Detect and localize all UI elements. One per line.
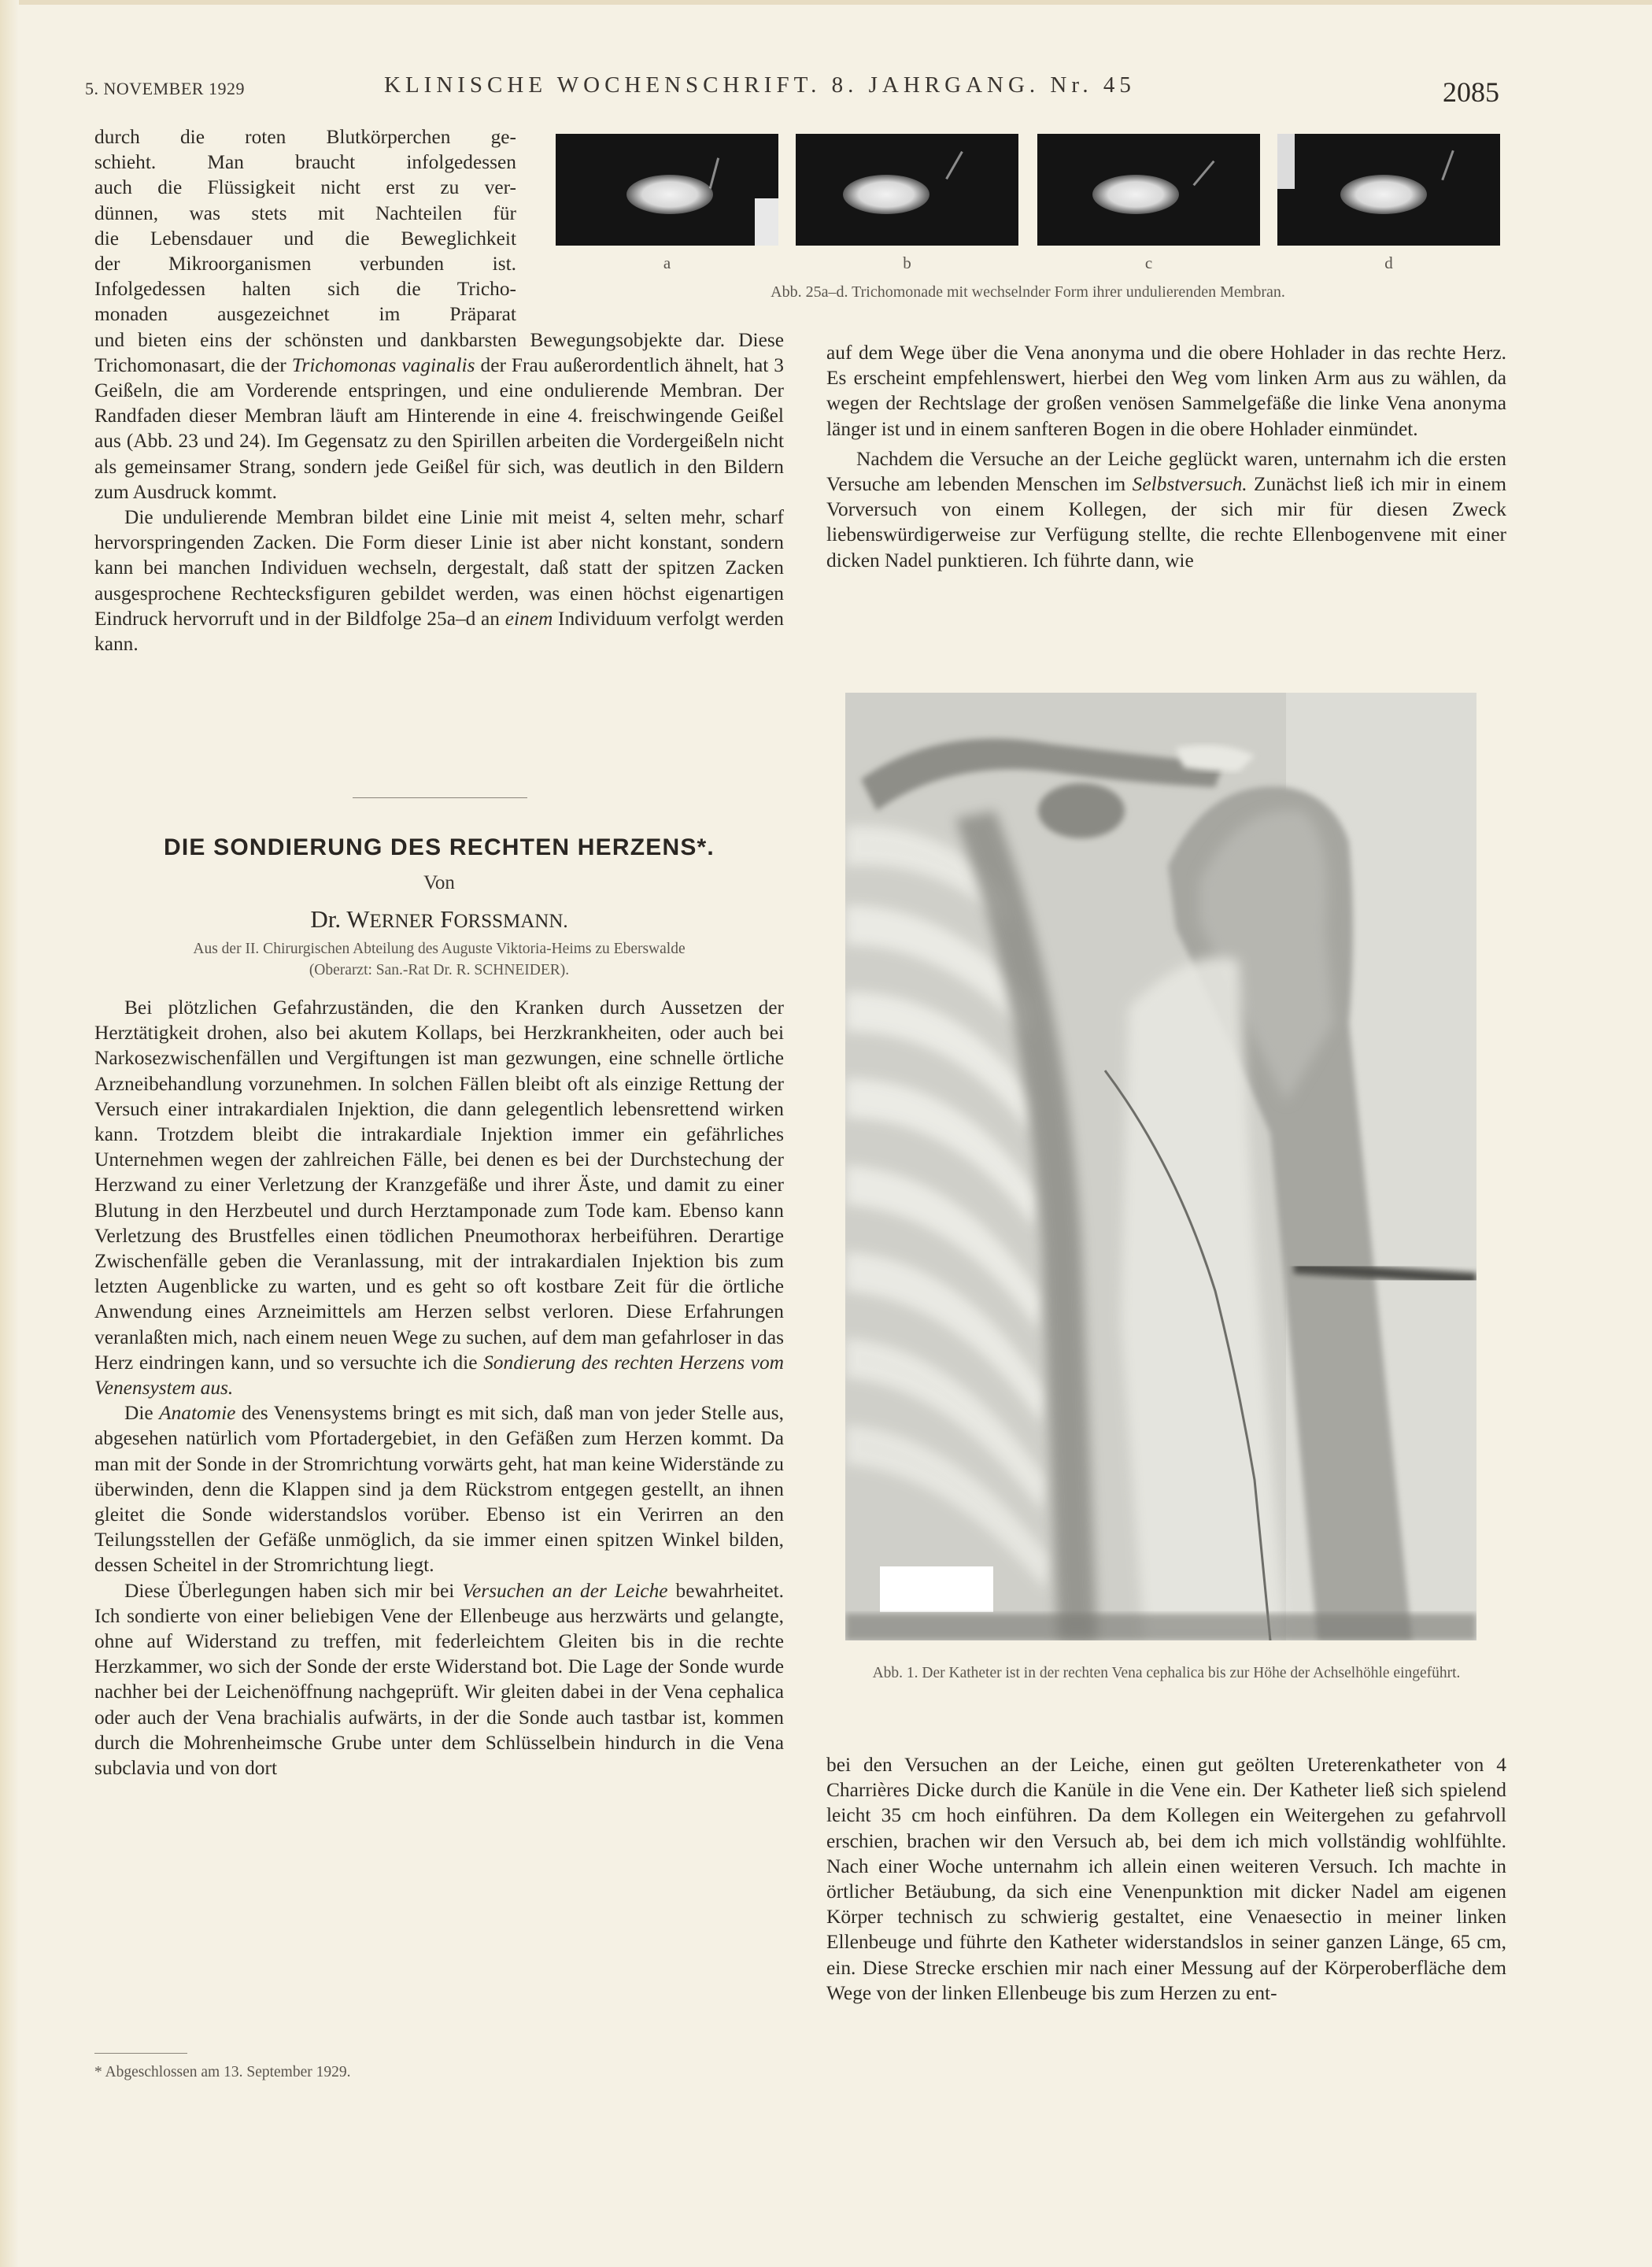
italic-term: Versuchen an der Leiche (462, 1579, 668, 1602)
article-header (94, 834, 784, 981)
panel-label-a: a (663, 253, 671, 272)
text-run: des Venensystems bringt es mit sich, daß man von jeder Stelle aus, abgesehen natürlich vom Pfortadergebiet, in den Gefäßen zum Herzen kommt. Da man mit der Sonde in der Stromrichtung vorwärts geht, hat man keine Widerstände zu überwinden, denn die Klappen sind ja dem Rückstrom entgegen gestellt, an ihnen gleitet die Sonde widerstandslos vorüber. Ebenso ist ein Verirren an den Teilungsstellen der Gefäße unmöglich, da sie immer einen spitzen Winkel bilden, dessen Scheitel in der Stromrichtung liegt. (94, 1402, 784, 1577)
panel-label-c: c (1144, 253, 1153, 272)
affiliation (94, 938, 784, 981)
header-date: 5. NOVEMBER 1929 (85, 79, 245, 98)
paragraph (94, 327, 784, 505)
author-part: ORSSMANN. (453, 911, 568, 932)
paragraph (94, 995, 784, 1400)
paragraph: bei den Versuchen an der Leiche, einen gut geölten Ureterenkatheter von 4 Charrières Dicke durch die Kanüle in die Vene ein. Der Katheter ließ sich spielend leicht 35 cm hoch einführen. Da dem Kollegen ein Weitergehen zu gefahrvoll erschien, brachen wir den Versuch ab, bei dem ich mich vollständig wohlfühlte. Nach einer Woche unternahm ich allein einen weiteren Versuch. Ich machte in örtlicher Betäubung, da sich eine Venenpunktion mit dicker Nadel am eigenen Körper technisch zu schwierig gestaltet, eine Venaesectio in meiner linken Ellenbeuge und führte den Katheter widerstandslos in seiner ganzen Länge, 65 cm, ein. Diese Strecke erschien mir nach einer Messung auf der Körperoberfläche dem Wege von der linken Ellenbeuge bis zum Herzen zu ent- (826, 1754, 1506, 2004)
narrow-text-block (94, 124, 516, 327)
page-top-edge (0, 0, 1652, 5)
figure-25 (556, 134, 1500, 307)
italic-term: einem (504, 607, 553, 630)
text-run: und bieten eins der schönsten und dankbarsten Bewegungsobjekte dar. Diese Trichomonasart, die der (94, 328, 784, 376)
italic-term: Sondierung des rechten Herzens vom Venensystem aus. (94, 1351, 784, 1400)
micrograph-a (556, 134, 778, 246)
text-line: monaden ausgezeichnet im Präparat (94, 303, 516, 326)
italic-term: Anatomie (159, 1402, 236, 1425)
footnote: * Abgeschlossen am 13. September 1929. (94, 2064, 351, 2080)
left-column-bottom (94, 995, 784, 1781)
xray-illustration (845, 693, 1476, 1640)
panel-label-b: b (903, 253, 911, 272)
footnote-rule (94, 2053, 187, 2054)
italic-term: Trichomonas vaginalis (291, 353, 475, 376)
section-divider (353, 797, 527, 798)
text-line: der Mikroorganismen verbunden ist. (94, 253, 516, 276)
right-column-top (826, 340, 1506, 573)
text-run: Die (124, 1402, 160, 1425)
panel-label-d: d (1384, 253, 1393, 272)
paragraph (94, 1400, 784, 1577)
author-part: F (434, 905, 454, 933)
text-run: der Frau außerordentlich ähnelt, hat 3 Geißeln, die am Vorderende entspringen, und eine ondulierende Membran. Der Randfaden dieser Membran läuft am Hinterende in eine 4. freischwingende Geißel aus (Abb. 23 und 24). Im Gegensatz zu den Spirillen arbeiten die Vordergeißeln nicht als gemeinsamer Strang, sondern jede Geißel für sich, was deutlich in den Bildern zum Ausdruck kommt. (94, 353, 784, 503)
text-run: Individuum verfolgt werden kann. (94, 607, 784, 656)
text-run: Diese Überlegungen haben sich mir bei (124, 1579, 463, 1602)
article-title: DIE SONDIERUNG DES RECHTEN HERZENS*. (164, 834, 715, 860)
header-journal: KLINISCHE WOCHENSCHRIFT. 8. JAHRGANG. Nr. 45 (384, 72, 1136, 98)
text-line: Infolgedessen halten sich die Tricho- (94, 278, 516, 301)
affiliation-line: Aus der II. Chirurgischen Abteilung des Auguste Viktoria-Heims zu Eberswalde (193, 941, 686, 957)
micrograph-c (1037, 134, 1260, 246)
text-line: dünnen, was stets mit Nachteilen für (94, 202, 516, 224)
paragraph (94, 505, 784, 656)
paragraph: auf dem Wege über die Vena anonyma und die obere Hohlader in das rechte Herz. Es erscheint empfehlenswert, hierbei den Weg vom linken Arm aus zu wählen, da wegen der Rechtslage der großen venösen Sammelgefäße die linke Vena anonyma länger ist und in einem sanfteren Bogen in die obere Hohlader einmündet. (826, 342, 1506, 440)
text-run: Zunächst ließ ich mir in einem Vorversuch von einem Kollegen, der sich mir für diesen Zweck liebenswürdigerweise zur Verfügung stellte, die rechte Ellenbogenvene mit einer dicken Nadel punktieren. Ich führte dann, wie (826, 473, 1506, 571)
text-line: durch die roten Blutkörperchen ge- (94, 126, 516, 148)
figure-1-caption: Abb. 1. Der Katheter ist in der rechten Vena cephalica bis zur Höhe der Achselhöhle eingeführt. (872, 1665, 1461, 1681)
byline-von: Von (423, 872, 455, 893)
figure-25-caption: Abb. 25a–d. Trichomonade mit wechselnder Form ihrer undulierenden Membran. (771, 283, 1285, 301)
paragraph (94, 1578, 784, 1781)
micrograph-d (1277, 134, 1500, 246)
author-name (94, 905, 784, 934)
text-line: die Lebensdauer und die Beweglichkeit (94, 227, 516, 250)
text-run: Nachdem die Versuche an der Leiche geglückt waren, unternahm ich die ersten Versuche am lebenden Menschen im (826, 447, 1506, 496)
micrograph-b (796, 134, 1018, 246)
text-line: auch die Flüssigkeit nicht erst zu ver- (94, 176, 516, 199)
italic-term: Selbstversuch. (1132, 473, 1247, 496)
text-run: Bei plötzlichen Gefahrzuständen, die den Kranken durch Aussetzen der Herztätigkeit drohen, also bei akutem Kollaps, bei Herzkrankheiten, oder auch bei Narkosezwischenfällen und Vergiftungen ist man gezwungen, eine schnelle örtliche Arzneibehandlung vorzunehmen. In solchen Fällen bleibt oft als einzige Rettung der Versuch einer intrakardialen Injektion, die dann gelegentlich lebensrettend wirken kann. Trotzdem bleibt die intrakardiale Injektion immer ein gefährliches Unternehmen wegen der zahlreichen Fälle, bei denen es bei der Durchstechung der Herzwand zu einer Verletzung der Kranzgefäße und ihrer Äste, und damit zu einer Blutung in den Herzbeutel und durch Herztamponade zum Tode kam. Ebenso kann Verletzung des Brustfelles einen tödlichen Pneumothorax herbeiführen. Derartige Zwischenfälle geben die Veranlassung, mit der intrakardialen Injektion bis zum letzten Augenblicke zu warten, und es geht so oft kostbare Zeit für die örtliche Anwendung eines Arzneimittels am Herzen selbst verloren. Diese Erfahrungen veranlaßten mich, nach einem neuen Wege zu suchen, auf dem man gefahrloser in das Herz eindringen kann, und so versuchte ich die (94, 997, 784, 1374)
author-part: Dr. W (310, 905, 370, 933)
xray-image (845, 693, 1476, 1640)
text-run: Die undulierende Membran bildet eine Linie mit meist 4, selten mehr, scharf hervorspringenden Zacken. Die Form dieser Linie ist aber nicht konstant, sondern kann bei manchen Individuen wechseln, dergestalt, daß statt der spitzen Zacken ausgesprochene Rechtecksfiguren gebildet werden, was einen höchst eigenartigen Eindruck hervorruft und in der Bildfolge 25a–d an (94, 506, 784, 630)
text-line: schieht. Man braucht infolgedessen (94, 151, 516, 174)
running-header (85, 72, 1502, 112)
affiliation-line: (Oberarzt: San.-Rat Dr. R. SCHNEIDER). (309, 962, 570, 978)
text-run: bewahrheitet. Ich sondierte von einer beliebigen Vene der Ellenbeuge aus herzwärts und gelangte, ohne auf Widerstand zu treffen, mit federleichtem Gleiten bis in die rechte Herzkammer, wo sich der Sonde der erste Widerstand bot. Die Lage der Sonde wurde nachher bei der Leichenöffnung nachgeprüft. Wir gleiten dabei in der Vena cephalica oder auch der Vena brachialis aufwärts, in der die Sonde auch tastbar ist, kommen durch die Mohrenheimsche Grube unter dem Schlüsselbein hindurch in die Vena subclavia und von dort (94, 1579, 784, 1780)
paragraph (826, 446, 1506, 573)
author-part: ERNER (369, 911, 434, 932)
page-binding-edge (0, 0, 19, 2267)
right-column-bottom (826, 1752, 1506, 2006)
page-number: 2085 (1443, 76, 1499, 108)
